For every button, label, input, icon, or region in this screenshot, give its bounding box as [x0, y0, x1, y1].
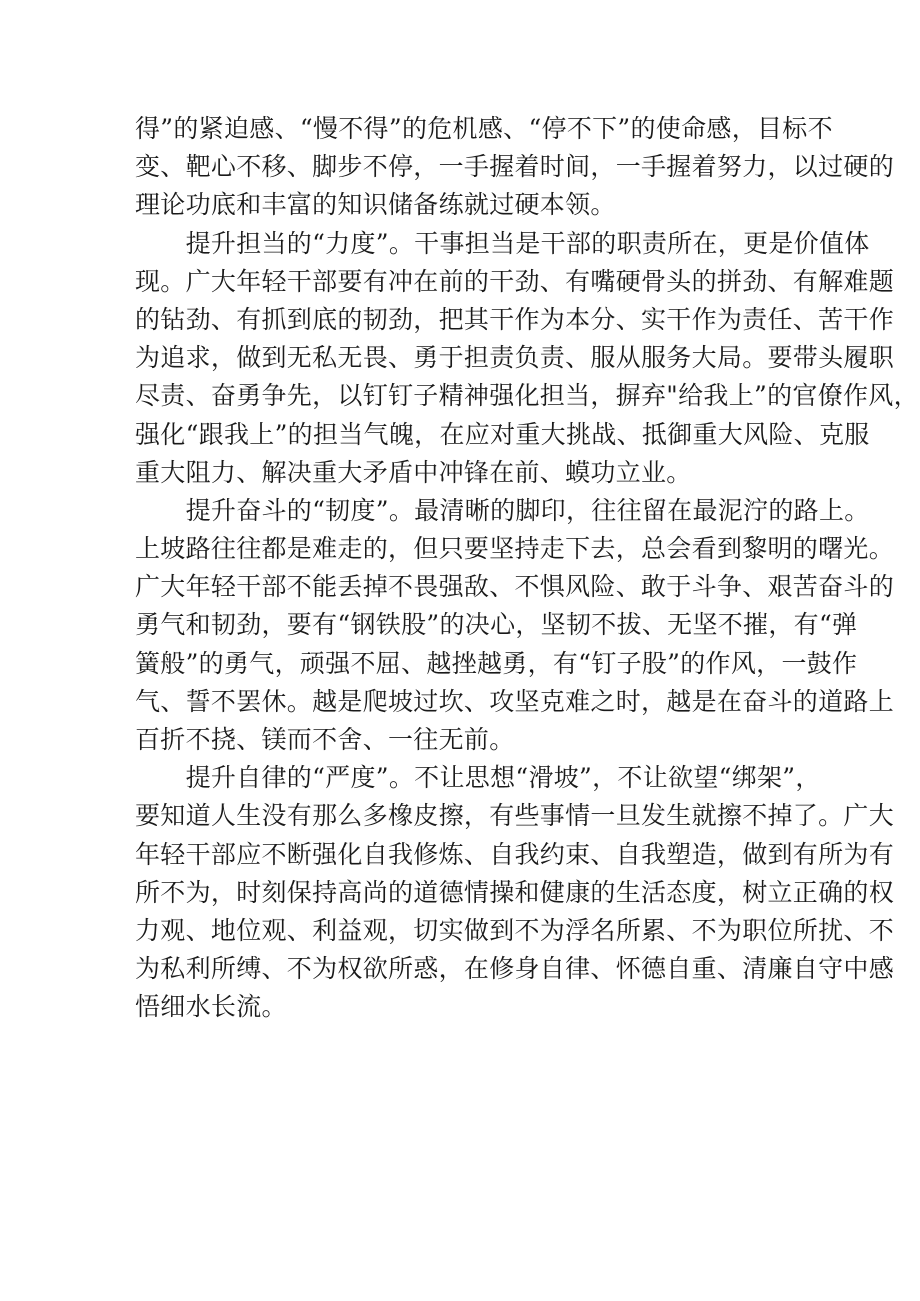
text-line: 提升奋斗的“韧度”。最清晰的脚印，往往留在最泥泞的路上。: [135, 495, 870, 525]
text-line: 所不为，时刻保持高尚的道德情操和健康的生活态度，树立正确的权: [135, 877, 895, 907]
text-line: 百折不挠、镁而不舍、一往无前。: [135, 725, 515, 754]
text-line: 为私利所缚、不为权欲所惑，在修身自律、怀德自重、清廉自守中感: [135, 954, 895, 984]
document-body: [135, 110, 919, 1027]
text-line: 簧般”的勇气，顽强不屈、越挫越勇，有“钉子股”的作风，一鼓作: [135, 648, 858, 678]
text-line: 提升自律的“严度”。不让思想“滑坡”，不让欲望“绑架”，: [135, 763, 821, 793]
paragraph-2-responsibility: [135, 225, 919, 492]
text-line: 提升担当的“力度”。干事担当是干部的职责所在，更是价值体: [135, 228, 870, 258]
text-line: 广大年轻干部不能丢掉不畏强敌、不惧风险、敢于斗争、艰苦奋斗的: [135, 572, 895, 602]
paragraph-1: [135, 110, 895, 225]
text-line: 的钻劲、有抓到底的韧劲，把其干作为本分、实干作为责任、苦干作: [135, 304, 895, 334]
text-line: 强化“跟我上”的担当气魄，在应对重大挑战、抵御重大风险、克服: [135, 419, 870, 449]
text-line: 为追求，做到无私无畏、勇于担责负责、服从服务大局。要带头履职: [135, 343, 895, 373]
text-line: 重大阻力、解决重大矛盾中冲锋在前、蟆功立业。: [135, 457, 692, 487]
text-line: 力观、地位观、利益观，切实做到不为浮名所累、不为职位所扰、不: [135, 915, 895, 945]
text-line: 勇气和韧劲，要有“钢铁股”的决心，坚韧不拔、无坚不摧，有“弹: [135, 610, 858, 640]
paragraph-4-self-discipline: [135, 759, 895, 1026]
text-line: 年轻干部应不断强化自我修炼、自我约束、自我塑造，做到有所为有: [135, 839, 895, 869]
text-line: 气、誓不罢休。越是爬坡过坎、攻坚克难之时，越是在奋斗的道路上: [135, 686, 895, 716]
text-line: 尽责、奋勇争先，以钉钉子精神强化担当，摒弃"给我上”的官僚作风，: [135, 381, 919, 411]
text-line: 上坡路往往都是难走的，但只要坚持走下去，总会看到黎明的曙光。: [135, 534, 895, 564]
text-line: 悟细水长流。: [135, 992, 287, 1022]
paragraph-3-perseverance: [135, 492, 895, 759]
text-line: 理论功底和丰富的知识储备练就过硬本领。: [135, 190, 616, 220]
text-line: 现。广大年轻干部要有冲在前的干劲、有嘴硬骨头的拼劲、有解难题: [135, 266, 895, 296]
text-line: 得”的紧迫感、“慢不得”的危机感、“停不下”的使命感，目标不: [135, 114, 833, 143]
text-line: 要知道人生没有那么多橡皮擦，有些事情一旦发生就擦不掉了。广大: [135, 801, 895, 831]
text-line: 变、靶心不移、脚步不停，一手握着时间，一手握着努力，以过硬的: [135, 152, 895, 182]
